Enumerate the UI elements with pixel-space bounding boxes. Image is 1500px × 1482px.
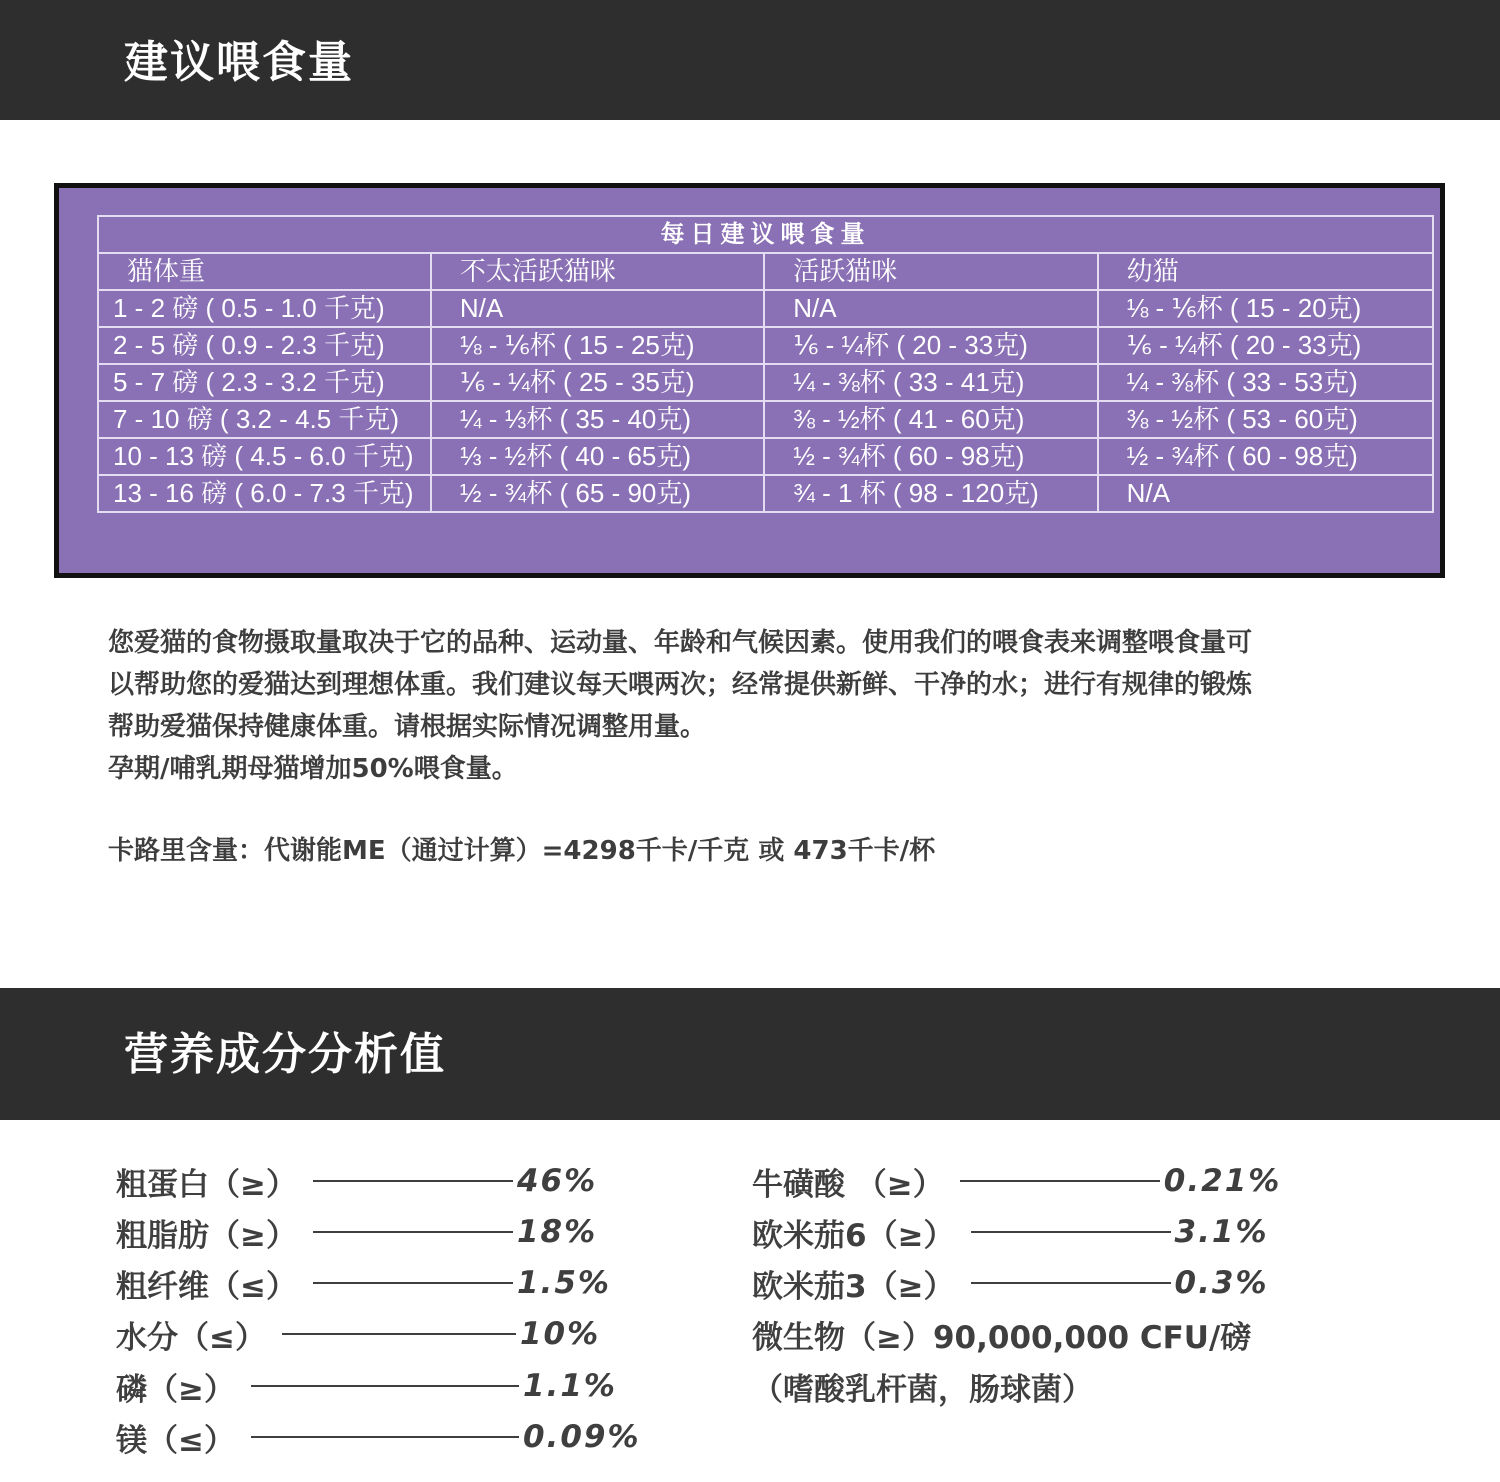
table-row xyxy=(98,475,1433,512)
nutrient-value: 0.21% xyxy=(1163,1163,1282,1199)
table-row xyxy=(98,364,1433,401)
nutrient-label: 欧米茄6（≥） xyxy=(752,1217,955,1254)
header-kitten: 幼猫 xyxy=(1098,253,1433,290)
nutrient-label: 磷（≥） xyxy=(116,1371,235,1408)
nutrient-label: （嗜酸乳杆菌，肠球菌） xyxy=(752,1371,1093,1408)
table-cell: 7 - 10 磅 ( 3.2 - 4.5 千克) xyxy=(98,401,431,438)
leader-line xyxy=(971,1231,1171,1233)
leader-line xyxy=(960,1180,1160,1182)
leader-line xyxy=(313,1180,513,1182)
description-line: 孕期/哺乳期母猫增加50%喂食量。 xyxy=(108,754,518,784)
nutrient-value: 1.5% xyxy=(516,1265,611,1301)
nutrient-label: 欧米茄3（≥） xyxy=(752,1268,955,1305)
table-cell: 1 - 2 磅 ( 0.5 - 1.0 千克) xyxy=(98,290,431,327)
description-line: 帮助爱猫保持健康体重。请根据实际情况调整用量。 xyxy=(108,712,707,742)
table-cell: N/A xyxy=(1098,475,1433,512)
calorie-content: 卡路里含量：代谢能ME（通过计算）=4298千卡/千克 或 473千卡/杯 xyxy=(108,836,936,866)
description-line: 以帮助您的爱猫达到理想体重。我们建议每天喂两次；经常提供新鲜、干净的水；进行有规律的锻炼 xyxy=(108,670,1253,700)
table-cell: ⅛ - ⅙杯 ( 15 - 25克) xyxy=(431,327,764,364)
nutrient-value: 1.1% xyxy=(522,1368,617,1404)
feeding-table-title: 每日建议喂食量 xyxy=(98,216,1433,253)
header-less-active: 不太活跃猫咪 xyxy=(431,253,764,290)
nutrient-label: 镁（≤） xyxy=(116,1422,235,1459)
table-cell: ½ - ¾杯 ( 60 - 98克) xyxy=(1098,438,1433,475)
leader-line xyxy=(313,1231,513,1233)
description-line: 您爱猫的食物摄取量取决于它的品种、运动量、年龄和气候因素。使用我们的喂食表来调整喂食量可 xyxy=(108,628,1253,658)
nutrient-label: 粗脂肪（≥） xyxy=(116,1217,297,1254)
feeding-table xyxy=(97,215,1434,513)
header-active: 活跃猫咪 xyxy=(764,253,1097,290)
nutrient-value: 46% xyxy=(516,1163,598,1199)
table-cell: 5 - 7 磅 ( 2.3 - 3.2 千克) xyxy=(98,364,431,401)
nutrient-label: 水分（≤） xyxy=(116,1319,266,1356)
nutrition-header-band xyxy=(0,988,1500,1120)
table-cell: N/A xyxy=(764,290,1097,327)
nutrient-label: 粗蛋白（≥） xyxy=(116,1166,297,1203)
leader-line xyxy=(251,1436,519,1438)
nutrient-phosphorus xyxy=(116,1360,617,1412)
table-cell: ¼ - ⅓杯 ( 35 - 40克) xyxy=(431,401,764,438)
nutrient-value: 3.1% xyxy=(1174,1214,1269,1250)
leader-line xyxy=(313,1282,513,1284)
table-cell: ⅜ - ½杯 ( 53 - 60克) xyxy=(1098,401,1433,438)
table-cell: 2 - 5 磅 ( 0.9 - 2.3 千克) xyxy=(98,327,431,364)
nutrient-crude-fat xyxy=(116,1206,597,1258)
feeding-section-title: 建议喂食量 xyxy=(124,37,354,88)
table-cell: 10 - 13 磅 ( 4.5 - 6.0 千克) xyxy=(98,438,431,475)
nutrient-omega6 xyxy=(752,1206,1269,1258)
nutrient-value: 0.3% xyxy=(1174,1265,1269,1301)
nutrient-taurine xyxy=(752,1155,1281,1207)
nutrient-value: 18% xyxy=(516,1214,598,1250)
nutrient-moisture xyxy=(116,1308,600,1360)
nutrient-crude-protein xyxy=(116,1155,597,1207)
table-cell: ¾ - 1 杯 ( 98 - 120克) xyxy=(764,475,1097,512)
nutrient-label: 粗纤维（≤） xyxy=(116,1268,297,1305)
table-cell: N/A xyxy=(431,290,764,327)
nutrient-microorganisms xyxy=(752,1308,1251,1360)
feeding-table-frame xyxy=(54,183,1445,578)
feeding-header-band xyxy=(0,0,1500,120)
table-cell: ⅙ - ¼杯 ( 20 - 33克) xyxy=(1098,327,1433,364)
feeding-description xyxy=(108,622,1408,790)
nutrition-section-title: 营养成分分析值 xyxy=(124,1029,446,1080)
table-row xyxy=(98,327,1433,364)
table-cell: ½ - ¾杯 ( 65 - 90克) xyxy=(431,475,764,512)
nutrient-omega3 xyxy=(752,1257,1269,1309)
table-cell: ⅙ - ¼杯 ( 20 - 33克) xyxy=(764,327,1097,364)
table-cell: ¼ - ⅜杯 ( 33 - 53克) xyxy=(1098,364,1433,401)
leader-line xyxy=(282,1333,516,1335)
nutrient-microorganism-types xyxy=(752,1360,1093,1412)
nutrient-magnesium xyxy=(116,1411,641,1463)
table-cell: ½ - ¾杯 ( 60 - 98克) xyxy=(764,438,1097,475)
nutrient-value: 0.09% xyxy=(522,1419,641,1455)
table-cell: ⅙ - ¼杯 ( 25 - 35克) xyxy=(431,364,764,401)
nutrient-crude-fiber xyxy=(116,1257,611,1309)
table-row xyxy=(98,438,1433,475)
table-row xyxy=(98,290,1433,327)
nutrient-label: 微生物（≥）90,000,000 CFU/磅 xyxy=(752,1319,1252,1356)
leader-line xyxy=(971,1282,1171,1284)
table-cell: ⅛ - ⅙杯 ( 15 - 20克) xyxy=(1098,290,1433,327)
table-cell: 13 - 16 磅 ( 6.0 - 7.3 千克) xyxy=(98,475,431,512)
nutrient-value: 10% xyxy=(519,1316,601,1352)
leader-line xyxy=(251,1385,519,1387)
nutrient-label: 牛磺酸 （≥） xyxy=(752,1166,944,1203)
table-cell: ⅜ - ½杯 ( 41 - 60克) xyxy=(764,401,1097,438)
table-cell: ⅓ - ½杯 ( 40 - 65克) xyxy=(431,438,764,475)
table-cell: ¼ - ⅜杯 ( 33 - 41克) xyxy=(764,364,1097,401)
header-cat-weight: 猫体重 xyxy=(98,253,431,290)
table-row xyxy=(98,401,1433,438)
